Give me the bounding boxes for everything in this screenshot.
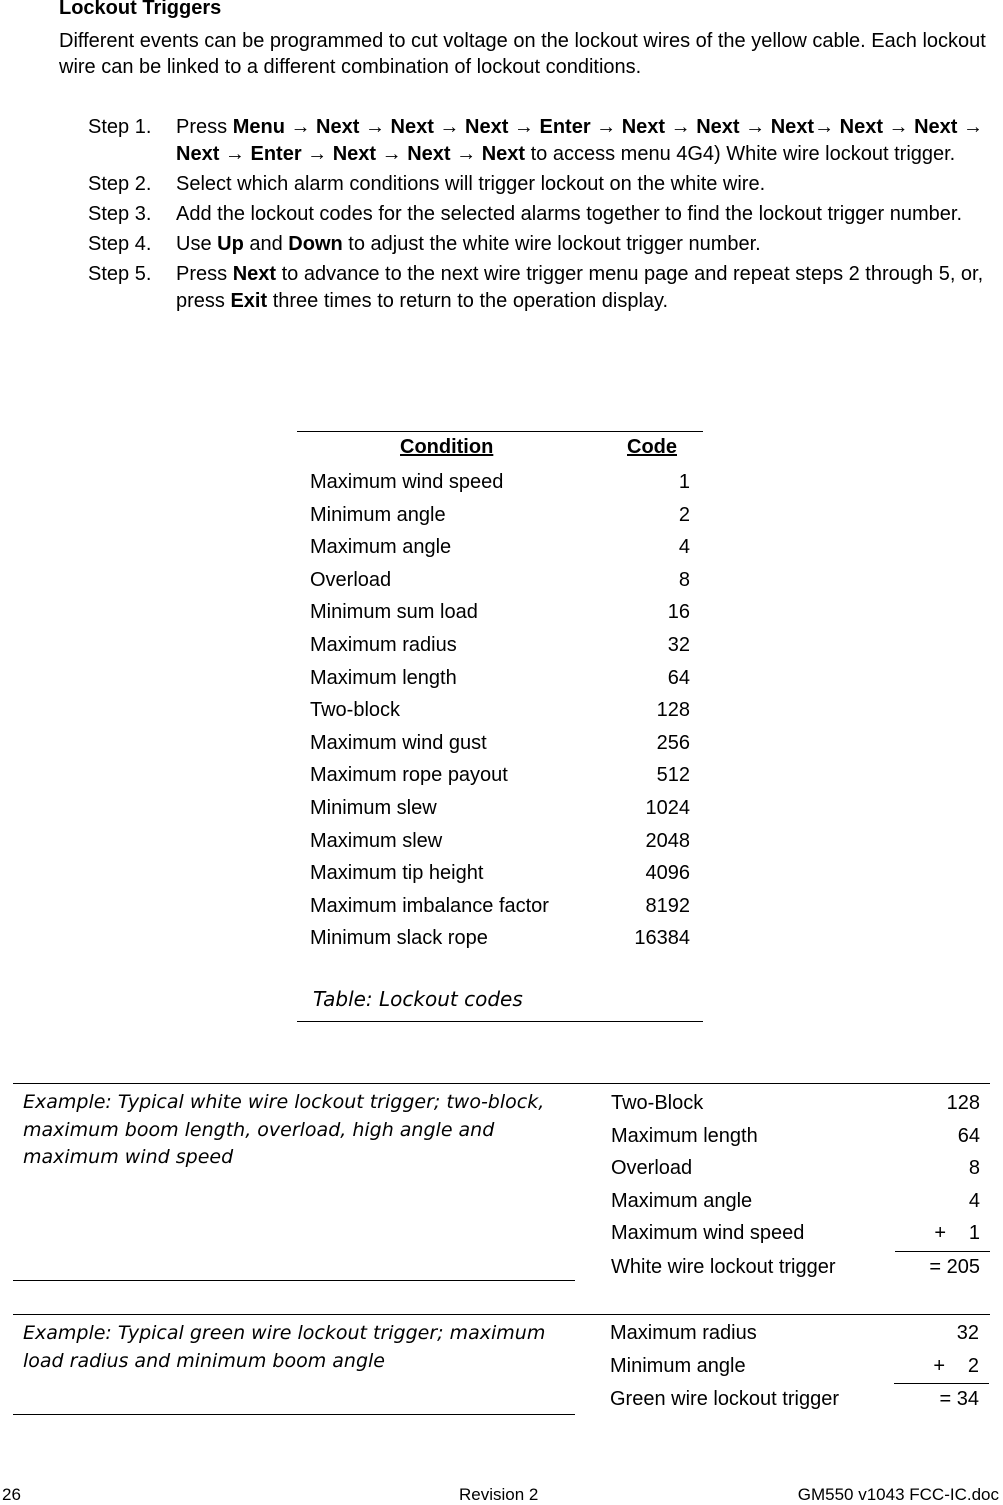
table-row [310, 596, 690, 629]
table-row [310, 922, 690, 955]
table-row [310, 825, 690, 858]
code-cell: 8192 [645, 894, 690, 917]
sum-item-value: 64 [957, 1124, 980, 1147]
step-text-part: → [882, 116, 915, 138]
step-item [88, 231, 998, 258]
key-name: Exit [230, 290, 268, 312]
step-number: Step 2. [88, 173, 152, 195]
table-row [310, 531, 690, 564]
step-text [176, 114, 998, 168]
condition-cell: Maximum wind speed [310, 471, 504, 493]
key-name: Next [232, 263, 277, 285]
code-cell: 8 [678, 568, 690, 591]
step-text-part: → [376, 143, 408, 165]
step-item [88, 114, 998, 168]
sum-item-label: Minimum angle [610, 1354, 746, 1377]
revision-label: Revision 2 [459, 1485, 539, 1504]
step-text [176, 231, 998, 258]
step-text-part: → [433, 116, 465, 138]
key-name: Next [390, 116, 434, 138]
table-row [310, 564, 690, 597]
step-item [88, 261, 998, 315]
step-text-part: three times to return to the operation display. [267, 290, 669, 312]
example-green-wire [13, 1314, 990, 1416]
step-text-part: to adjust the white wire lockout trigger number. [342, 233, 761, 255]
step-text-part: → [301, 143, 333, 165]
sum-item-label: Maximum wind speed [611, 1222, 805, 1245]
code-cell: 1 [678, 471, 690, 493]
step-text-part: Press [176, 263, 233, 285]
code-cell: 4096 [645, 862, 690, 885]
table-row [310, 499, 690, 532]
condition-cell: Maximum tip height [310, 862, 484, 885]
sum-item-value: 1 [968, 1222, 980, 1245]
step-item [88, 201, 998, 228]
step-text-part: → [814, 116, 840, 138]
step-text-part: Press [176, 116, 233, 138]
document-name: GM550 v1043 FCC-IC.doc [797, 1485, 999, 1504]
table-row [310, 890, 690, 923]
code-cell: 16384 [634, 927, 690, 950]
key-name: Next [316, 116, 360, 138]
step-text-part: Add the lockout codes for the selected alarms together to find the lockout trigger number. [176, 203, 963, 225]
table-row [310, 662, 690, 695]
condition-cell: Maximum wind gust [310, 731, 487, 754]
step-number: Step 4. [88, 233, 152, 255]
table-row [310, 694, 690, 727]
section-heading: Lockout Triggers [59, 0, 222, 19]
key-name: Next [176, 143, 220, 165]
key-name: Up [217, 233, 244, 255]
condition-cell: Minimum sum load [310, 601, 478, 624]
total-value: = 34 [939, 1388, 979, 1411]
condition-cell: Minimum slack rope [310, 927, 488, 950]
step-text-part: → [739, 116, 771, 138]
step-text-part: Use [176, 233, 218, 255]
example-sum-list [611, 1087, 990, 1284]
key-name: Next [332, 143, 377, 165]
example-white-wire [13, 1083, 990, 1282]
key-name: Next [481, 143, 526, 165]
key-name: Next [770, 116, 815, 138]
step-text-part: Select which alarm conditions will trigger lockout on the white wire. [176, 173, 766, 195]
table-body [310, 466, 690, 955]
table-row [310, 792, 690, 825]
step-text-part: → [665, 116, 697, 138]
sum-item-value: 8 [968, 1157, 980, 1180]
page-number: 26 [2, 1485, 21, 1504]
table-row [310, 466, 690, 499]
sum-item-value: 128 [946, 1092, 980, 1114]
step-text-part: → [219, 143, 251, 165]
key-name: Enter [250, 143, 302, 165]
header-code: Code [627, 436, 677, 458]
sum-item-label: Maximum angle [611, 1189, 753, 1212]
code-cell: 2048 [645, 829, 690, 852]
sum-item-value: 4 [968, 1189, 980, 1212]
example-description: Example: Typical green wire lockout trigger; maximum load radius and minimum boom angle [23, 1322, 546, 1372]
step-text-part: → [590, 116, 622, 138]
total-label: White wire lockout trigger [611, 1255, 836, 1278]
table-row [310, 857, 690, 890]
code-cell: 1024 [645, 796, 690, 819]
step-item [88, 171, 998, 198]
divider [13, 1280, 575, 1281]
step-text-part: to advance to the next wire trigger menu page and repeat steps 2 through 5, or, press [176, 263, 984, 312]
table-row [310, 759, 690, 792]
step-text-part: → [957, 116, 984, 138]
code-cell: 128 [656, 699, 690, 722]
condition-cell: Maximum slew [310, 829, 443, 852]
condition-cell: Maximum angle [310, 536, 452, 559]
code-cell: 256 [656, 731, 690, 754]
step-text-part: → [450, 143, 482, 165]
total-value: = 205 [929, 1255, 980, 1278]
condition-cell: Minimum angle [310, 503, 446, 526]
plus-sign: + [933, 1354, 945, 1377]
condition-cell: Minimum slew [310, 796, 437, 819]
key-name: Next [914, 116, 958, 138]
step-number: Step 3. [88, 203, 152, 225]
code-cell: 64 [667, 666, 690, 689]
sum-row [611, 1217, 990, 1250]
sum-row [610, 1350, 989, 1383]
step-text-part: → [359, 116, 391, 138]
table-caption: Table: Lockout codes [313, 987, 523, 1011]
key-name: Enter [539, 116, 591, 138]
condition-cell: Overload [310, 568, 392, 591]
sum-item-label: Maximum length [611, 1124, 758, 1147]
total-row [610, 1383, 989, 1416]
table-row [310, 727, 690, 760]
key-name: Next [407, 143, 451, 165]
table-header [297, 436, 703, 466]
step-number: Step 1. [88, 116, 152, 138]
condition-cell: Maximum rope payout [310, 764, 508, 787]
step-text-part: → [508, 116, 540, 138]
code-cell: 2 [678, 503, 690, 526]
plus-sign: + [934, 1222, 946, 1245]
total-label: Green wire lockout trigger [610, 1388, 839, 1411]
step-text [176, 261, 998, 315]
sum-row [611, 1120, 990, 1153]
step-text-part: → [284, 116, 317, 138]
key-name: Next [839, 116, 883, 138]
sum-item-label: Two-Block [611, 1092, 704, 1114]
condition-cell: Two-block [310, 699, 401, 722]
sum-item-label: Overload [611, 1157, 693, 1180]
key-name: Next [621, 116, 666, 138]
code-cell: 512 [656, 764, 690, 787]
key-name: Next [465, 116, 509, 138]
sum-item-label: Maximum radius [610, 1322, 757, 1344]
example-description: Example: Typical white wire lockout trigger; two-block, maximum boom length, overload, high angle and maximum wind speed [23, 1091, 545, 1168]
divider [13, 1414, 575, 1415]
condition-cell: Maximum radius [310, 633, 457, 656]
code-cell: 32 [667, 633, 690, 656]
step-number: Step 5. [88, 263, 152, 285]
example-sum-list [610, 1317, 989, 1416]
condition-cell: Maximum imbalance factor [310, 894, 549, 917]
header-condition: Condition [400, 436, 494, 458]
key-name: Down [288, 233, 343, 255]
code-cell: 4 [678, 536, 690, 559]
total-row [611, 1251, 990, 1284]
condition-cell: Maximum length [310, 666, 457, 689]
sum-row [611, 1185, 990, 1218]
step-text [176, 171, 998, 198]
step-text [176, 201, 998, 228]
sum-item-value: 32 [956, 1322, 979, 1344]
step-text-part: and [243, 233, 289, 255]
sum-row [611, 1087, 990, 1120]
key-name: Next [696, 116, 740, 138]
steps-list [88, 114, 998, 318]
lockout-codes-table [297, 431, 703, 1022]
step-text-part: to access menu 4G4) White wire lockout trigger. [525, 143, 956, 165]
key-name: Menu [232, 116, 285, 138]
sum-row [610, 1317, 989, 1350]
sum-row [611, 1152, 990, 1185]
code-cell: 16 [667, 601, 690, 624]
intro-paragraph: Different events can be programmed to cut voltage on the lockout wires of the yellow cable. Each lockout wire can be linked to a different combination of lockout conditions. [59, 30, 986, 78]
table-row [310, 629, 690, 662]
sum-item-value: 2 [967, 1354, 979, 1377]
